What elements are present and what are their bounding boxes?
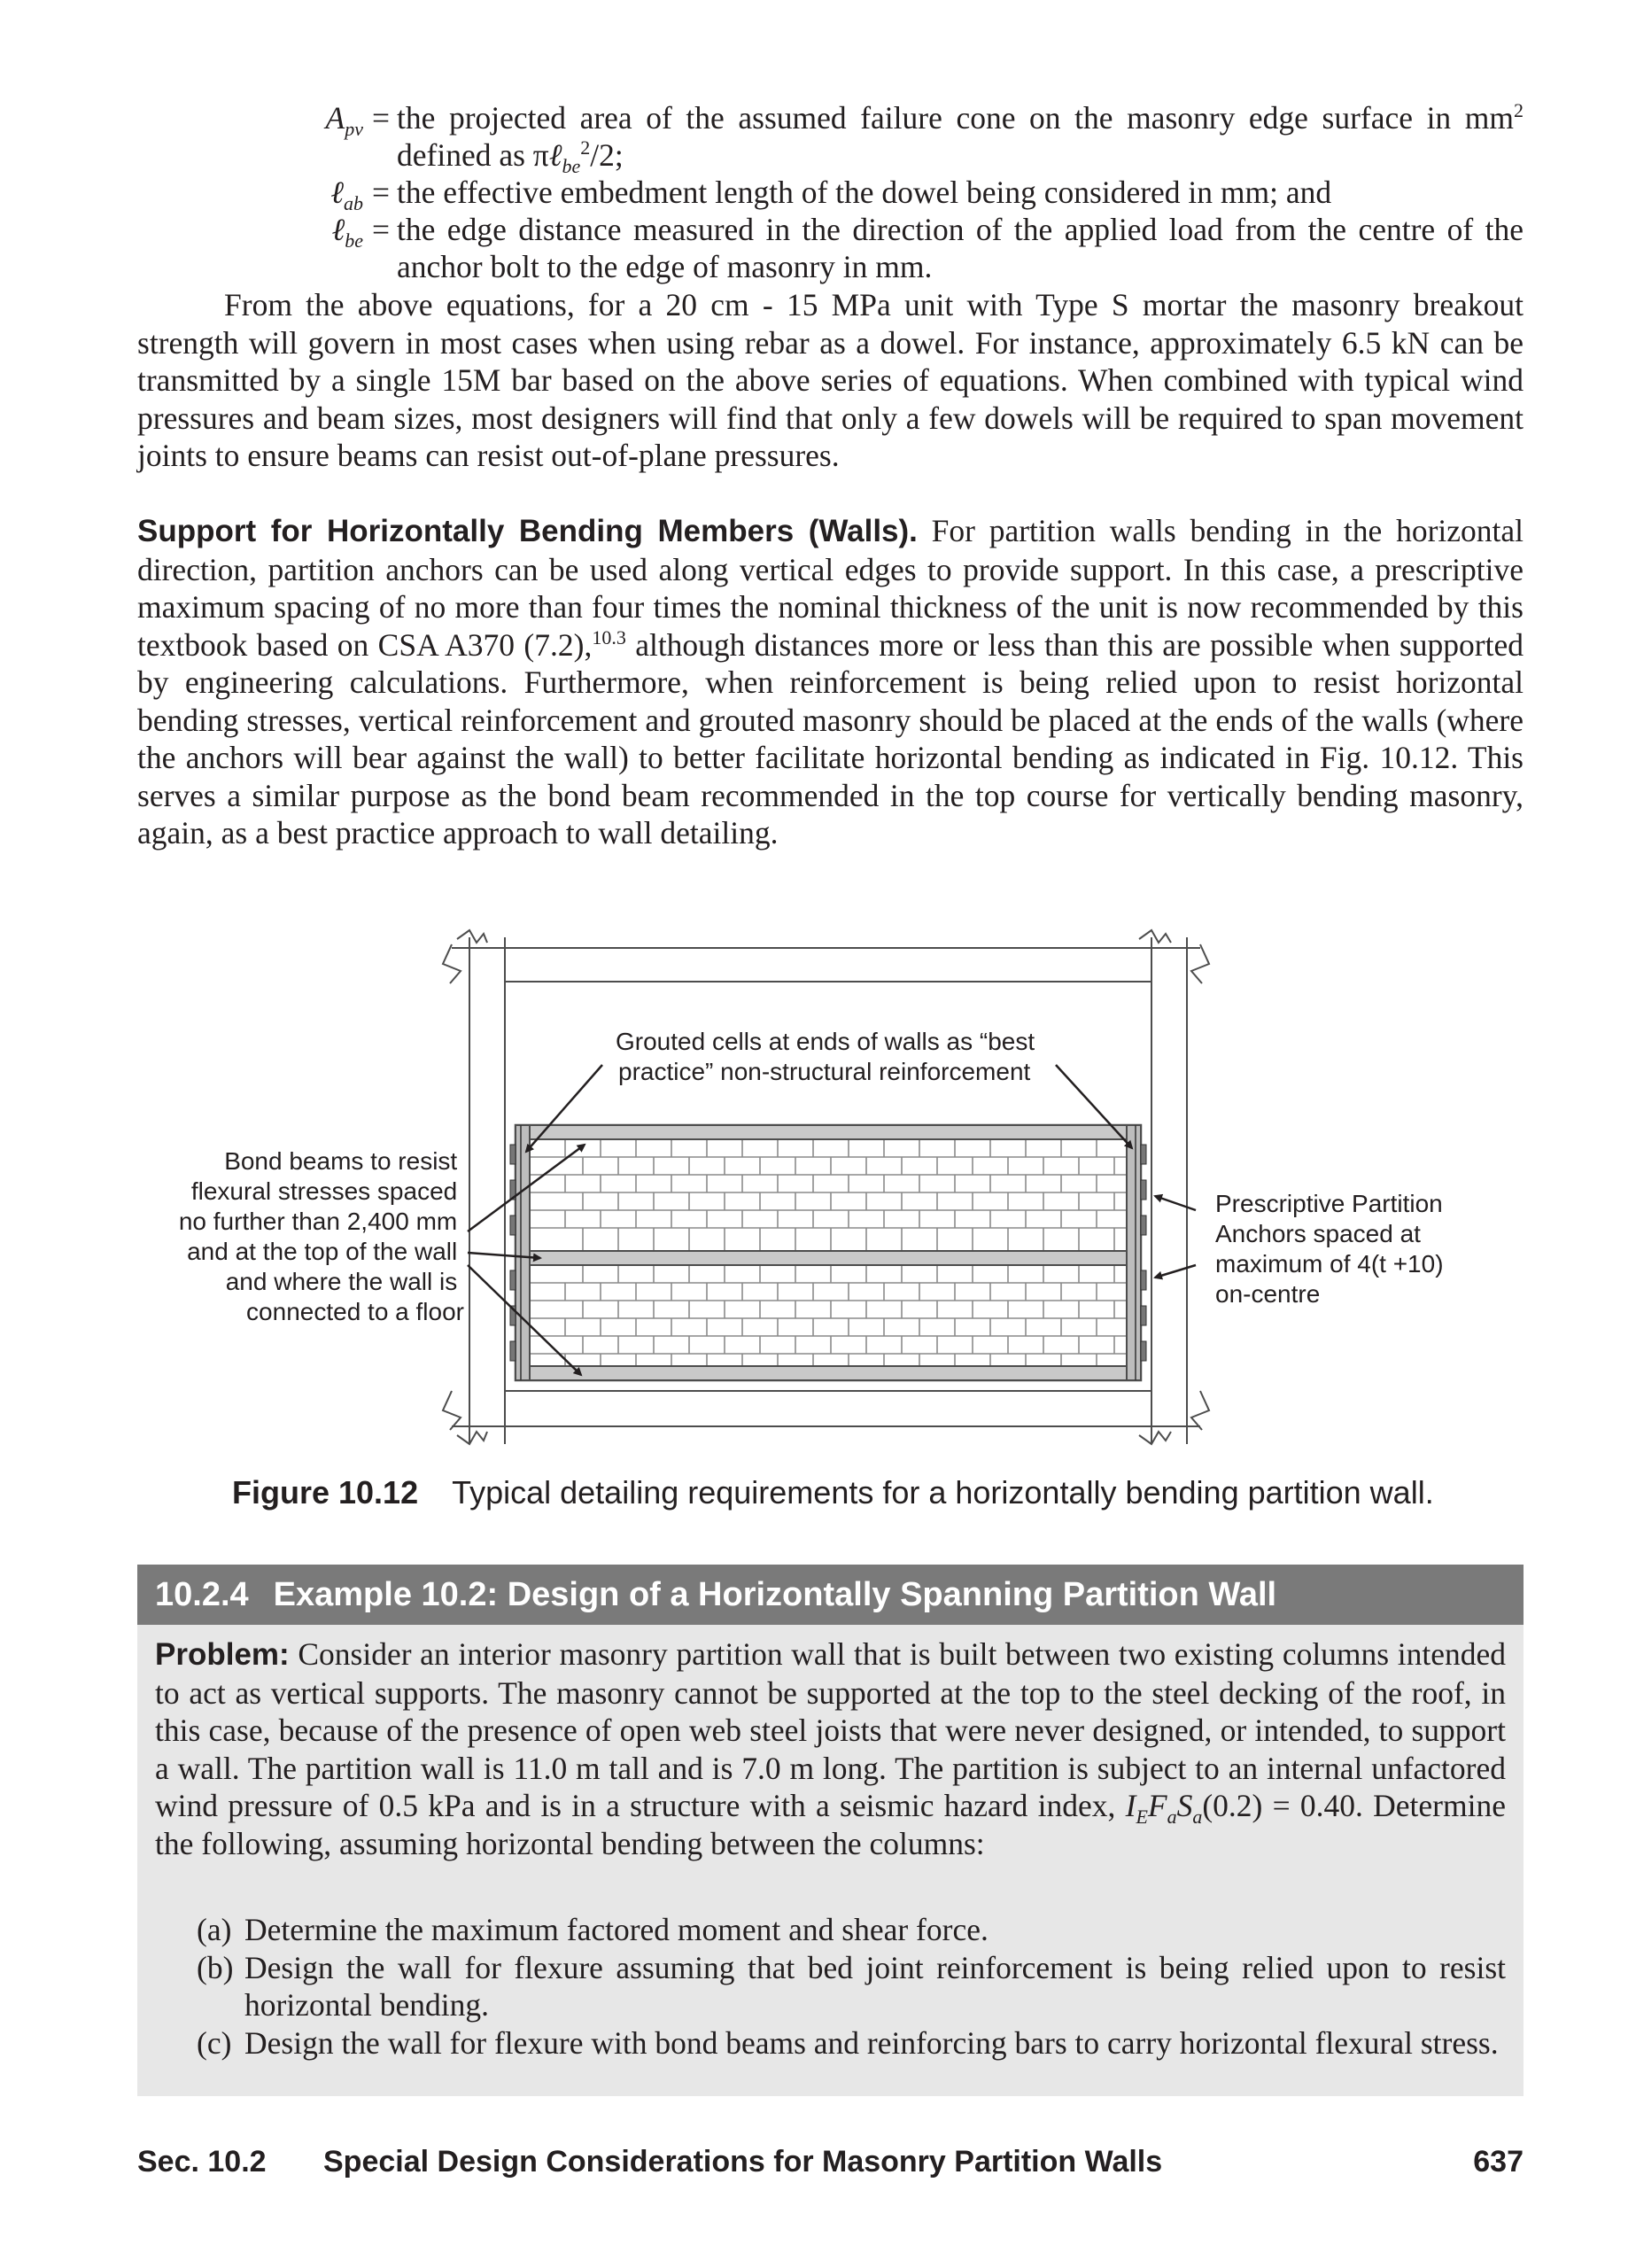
definition-text: the effective embedment length of the dowel being considered in mm; and xyxy=(397,175,1332,210)
definition-symbol: ℓ$_{ab}$ xyxy=(330,175,363,215)
label-partition-anchors: Prescriptive Partition Anchors spaced at maximum of 4(t +10) on-centre xyxy=(1215,1190,1444,1308)
footer-section: Sec. 10.2 xyxy=(137,2145,267,2179)
figure-partition-wall xyxy=(168,913,1444,1462)
page-number: 637 xyxy=(1473,2145,1524,2179)
paragraph-breakout-strength: From the above equations, for a 20 cm - 15 MPa unit with Type S mortar the masonry breakout strength will govern in most cases when using rebar as a dowel. For instance, approximately 6.5 kN can be transmitted by a single 15M bar based on the above series of equations. When combined with typical wind pressures and beam sizes, most designers will find that only a few dowels will be required to span movement joints to ensure beams can resist out-of-plane pressures. xyxy=(137,287,1524,473)
bond-beam-top xyxy=(516,1125,1141,1139)
definition-text: the projected area of the assumed failure cone on the masonry edge surface in $mm^2$ defined as πℓ$_{be}^2$/2; xyxy=(397,99,1524,178)
list-item: (b) Design the wall for flexure assuming that bed joint reinforcement is being relied upon to resist horizontal bending. xyxy=(197,1949,1506,2023)
definition-lab: ℓ$_{ab}$ = the effective embedment length of the dowel being considered in mm; and xyxy=(266,174,1524,211)
masonry-wall xyxy=(510,1125,1146,1380)
list-item: (a) Determine the maximum factored moment and shear force. xyxy=(197,1912,989,1947)
grouted-cell-left xyxy=(516,1125,530,1380)
reference-superscript: 10.3 xyxy=(592,625,626,649)
grouted-cell-right xyxy=(1127,1125,1141,1380)
bond-beam-middle xyxy=(516,1251,1141,1265)
example-problem: Problem: Consider an interior masonry partition wall that is built between two existing columns intended to act as vertical supports. The masonry cannot be supported at the top to the steel decking of the roof, in this case, because of the presence of open web steel joists that were never designed, or intended, to support a wall. The partition wall is 11.0 m tall and is 7.0 m long. The partition is subject to an internal unfactored wind pressure of 0.5 kPa and is in a structure with a seismic hazard index, $I_EF_aS_a(0.2) = 0.40$. Determine the following, assuming horizontal bending between the columns: xyxy=(155,1636,1506,1861)
example-title: Example 10.2: Design of a Horizontally Spanning Partition Wall xyxy=(273,1576,1277,1613)
figure-number: Figure 10.12 xyxy=(232,1474,419,1511)
label-bond-beams: Bond beams to resist flexural stresses spaced no further than 2,400 mm and at the top of the wall and where the wall is connected to a floor xyxy=(178,1147,464,1325)
definition-apv: $A_{pv}$ = the projected area of the assumed failure cone on the masonry edge surface in $mm^2$ defined as πℓ$_{be}^2$/2; xyxy=(266,99,1524,174)
seismic-hazard-expression: $I_EF_aS_a(0.2)$ xyxy=(1125,1788,1263,1829)
definition-symbol: ℓ$_{be}$ xyxy=(331,212,363,252)
footer-title: Special Design Considerations for Masonry Partition Walls xyxy=(323,2145,1163,2179)
definition-symbol: $A_{pv}$ xyxy=(325,100,363,141)
symbol-definitions xyxy=(266,99,1524,285)
label-grouted-cells: Grouted cells at ends of walls as “best practice” non-structural reinforcement xyxy=(616,1028,1035,1085)
figure-caption xyxy=(232,1473,1434,1512)
definition-text: the edge distance measured in the direction of the applied load from the centre of the anchor bolt to the edge of masonry in mm. xyxy=(397,212,1524,284)
failure-cone-formula: πℓ$_{be}^2$/2; xyxy=(532,136,624,178)
example-tasks xyxy=(197,1911,1506,2062)
problem-label: Problem: xyxy=(155,1637,290,1672)
figure-caption-text: Typical detailing requirements for a horizontally bending partition wall. xyxy=(452,1474,1434,1511)
bond-beam-bottom xyxy=(516,1366,1141,1380)
list-item: (c) Design the wall for flexure with bond beams and reinforcing bars to carry horizontal flexural stress. xyxy=(197,2024,1499,2061)
example-section-number: 10.2.4 xyxy=(155,1576,249,1613)
runin-heading: Support for Horizontally Bending Members (Walls). xyxy=(137,514,918,548)
paragraph-horizontal-bending: Support for Horizontally Bending Members (Walls). For partition walls bending in the horizontal direction, partition anchors can be used along vertical edges to provide support. In this case, a prescriptive maximum spacing of no more than four times the nominal thickness of the unit is now recommended by this textbook based on CSA A370 (7.2),$^{10.3}$ although distances more or less than this are possible when supported by engineering calculations. Furthermore, when reinforcement is being relied upon to resist horizontal bending stresses, vertical reinforcement and grouted masonry should be placed at the ends of the walls (where the anchors will bear against the wall) to better facilitate horizontal bending as indicated in Fig. 10.12. This serves a similar purpose as the bond beam recommended in the top course for vertically bending masonry, again, as a best practice approach to wall detailing. xyxy=(137,513,1524,850)
definition-lbe: ℓ$_{be}$ = the edge distance measured in the direction of the applied load from the centre of the anchor bolt to the edge of masonry in mm. xyxy=(266,211,1524,285)
example-heading xyxy=(137,1565,1524,1625)
